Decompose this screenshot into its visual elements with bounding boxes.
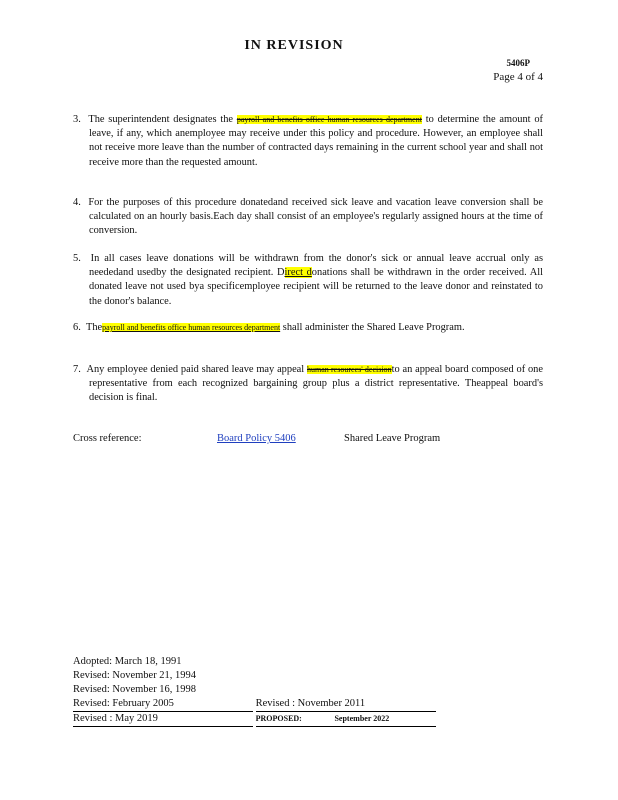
paragraph-text: Any employee denied paid shared leave may appeal <box>86 364 308 375</box>
document-id: 5406P <box>506 58 530 68</box>
revision-history <box>73 655 618 727</box>
deleted-text-highlight: payroll and benefits office human resources department <box>236 115 422 124</box>
paragraph-4 <box>73 196 543 239</box>
paragraph-text: The superintendent designates the <box>88 114 237 125</box>
item-number: 6. <box>73 322 81 333</box>
paragraph-6 <box>73 321 543 335</box>
paragraph-7 <box>73 363 543 406</box>
paragraph-3 <box>73 113 543 170</box>
revised-date: Revised : November 2011 <box>256 697 436 712</box>
paragraph-text: onations shall be withdrawn in the order received. All donated leave not used bya specificemployee recipient will be returned to the leave donor and reinstated to the donor's balance. <box>89 267 543 307</box>
board-policy-link[interactable]: Board Policy 5406 <box>217 433 296 444</box>
page-number: Page 4 of 4 <box>493 71 543 83</box>
paragraph-text: shall administer the Shared Leave Program. <box>282 322 465 333</box>
inserted-text-highlight: irect d <box>284 267 312 279</box>
adopted-date: Adopted: March 18, 1991 <box>73 656 182 667</box>
revised-date: Revised: February 2005 <box>73 697 253 712</box>
revised-date: Revised: November 16, 1998 <box>73 684 197 695</box>
paragraph-text: In all cases leave donations will be withdrawn from the donor's sick or annual leave accrual only as neededand usedby the designated recipient. D <box>89 253 543 279</box>
item-number: 4. <box>73 197 81 208</box>
revised-date: Revised: November 21, 1994 <box>73 670 197 681</box>
proposed-value: September 2022 <box>334 714 390 723</box>
inserted-text-highlight: payroll and benefits office human resources department <box>102 323 281 332</box>
page-title: IN REVISION <box>244 38 344 53</box>
paragraph-text: to an appeal board composed of one representative from each recognized bargaining group plus a district representative. Theappeal board's decision is final. <box>89 364 543 404</box>
cross-reference-title: Shared Leave Program <box>344 433 441 444</box>
deleted-text-highlight: human resources' decision <box>307 365 392 374</box>
item-number: 5. <box>73 253 81 264</box>
paragraph-text: The <box>86 322 103 333</box>
paragraph-text: to determine the amount of leave, if any, which anemployee may receive under this policy and procedure. However, an employee shall not receive more leave than the number of contracted days remaining in the current school year and shall not receive more than the requested amount. <box>89 114 543 168</box>
revised-date: Revised : May 2019 <box>73 712 253 727</box>
item-number: 3. <box>73 114 81 125</box>
paragraph-5 <box>73 252 543 309</box>
proposed-date <box>256 712 436 727</box>
cross-reference-label: Cross reference: <box>73 433 142 444</box>
paragraph-text: For the purposes of this procedure donatedand received sick leave and vacation leave conversion shall be calculated on an hourly basis.Each day shall consist of an employee's regularly assigned hours at the time of conversion. <box>88 197 543 237</box>
item-number: 7. <box>73 364 81 375</box>
proposed-label: PROPOSED: <box>255 714 302 723</box>
